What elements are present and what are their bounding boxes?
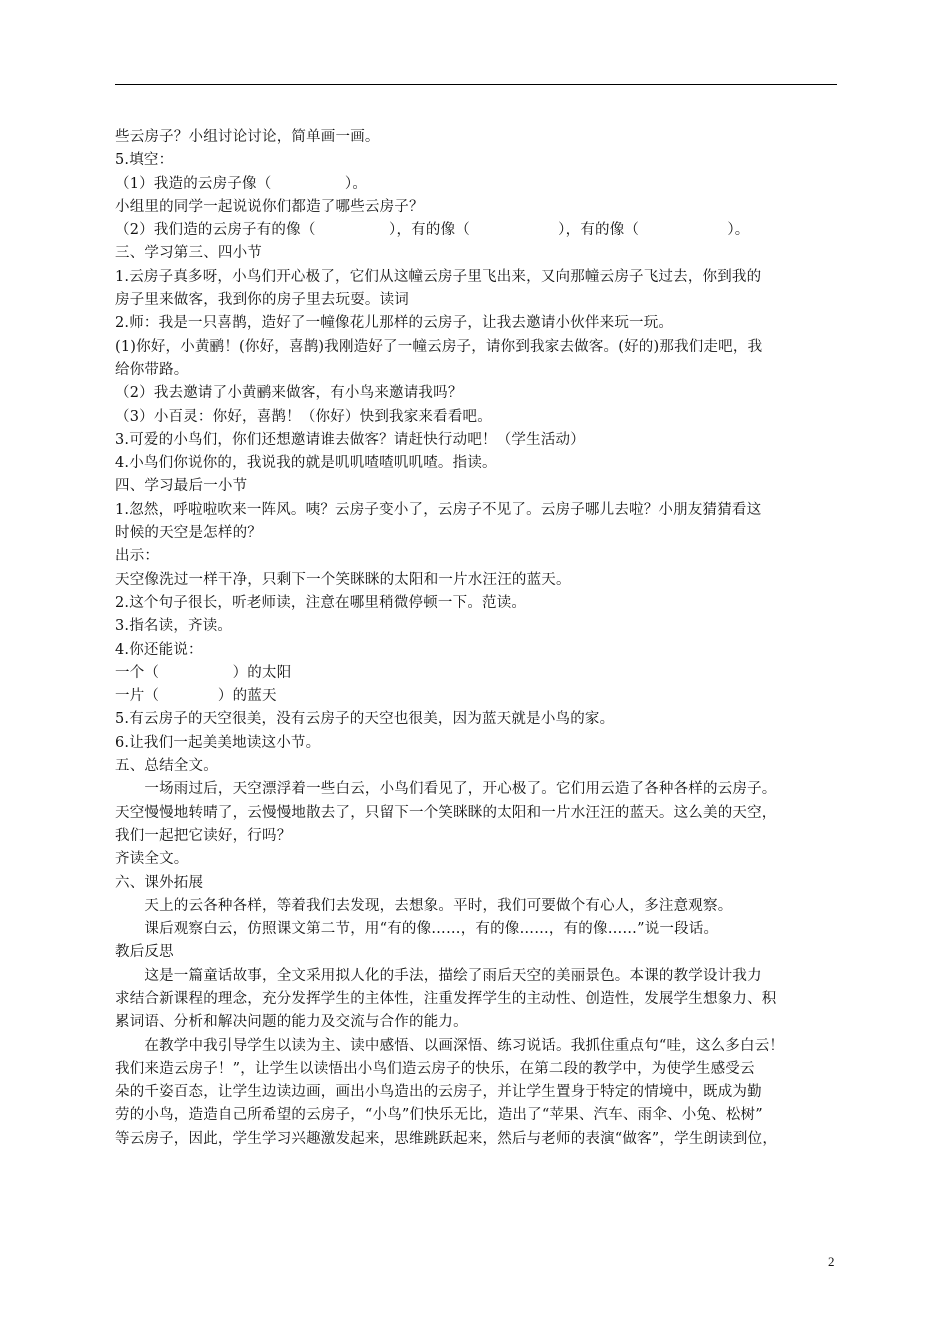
text-line: 4.小鸟们你说你的，我说我的就是叽叽喳喳叽叽喳。指读。	[115, 455, 497, 472]
text-line: 1.忽然，呼啦啦吹来一阵风。咦？云房子变小了，云房子不见了。云房子哪儿去啦？小朋友猜猜看这	[115, 501, 762, 518]
text-line: 累词语、分析和解决问题的能力及交流与合作的能力。	[115, 1014, 468, 1031]
text-line: 一场雨过后，天空漂浮着一些白云，小鸟们看见了，开心极了。它们用云造了各种各样的云房子。	[115, 781, 777, 798]
text-line: 四、学习最后一小节	[115, 478, 248, 495]
text-line: 5.填空：	[115, 152, 174, 169]
text-line: （2）我们造的云房子有的像（ ），有的像（ ），有的像（ ）。	[115, 222, 750, 239]
text-line: 我们一起把它读好，行吗？	[115, 827, 292, 844]
text-line: 5.有云房子的天空很美，没有云房子的天空也很美，因为蓝天就是小鸟的家。	[115, 711, 615, 728]
text-line: 2.师：我是一只喜鹊，造好了一幢像花儿那样的云房子，让我去邀请小伙伴来玩一玩。	[115, 315, 674, 332]
text-line: 1.云房子真多呀，小鸟们开心极了，它们从这幢云房子里飞出来，又向那幢云房子飞过去，你到我的	[115, 268, 762, 285]
text-line: 天空慢慢地转晴了，云慢慢地散去了，只留下一个笑眯眯的太阳和一片水汪汪的蓝天。这么美的天空，	[115, 804, 777, 821]
text-line: 3.指名读，齐读。	[115, 618, 233, 635]
header-rule	[115, 84, 837, 85]
text-line: 求结合新课程的理念，充分发挥学生的主体性，注重发挥学生的主动性、创造性，发展学生想象力、积	[115, 990, 777, 1007]
text-line: 课后观察白云，仿照课文第二节，用“有的像……，有的像……，有的像……”说一段话。	[115, 921, 719, 938]
text-line: 些云房子？小组讨论讨论，简单画一画。	[115, 129, 380, 145]
page-number: 2	[828, 1254, 835, 1269]
text-line: 六、课外拓展	[115, 874, 204, 891]
text-line: 这是一篇童话故事，全文采用拟人化的手法，描绘了雨后天空的美丽景色。本课的教学设计我力	[115, 967, 762, 984]
text-line: 6.让我们一起美美地读这小节。	[115, 734, 321, 751]
text-line: 一片（ ）的蓝天	[115, 688, 277, 705]
text-line: 天上的云各种各样，等着我们去发现，去想象。平时，我们可要做个有心人，多注意观察。	[115, 897, 733, 914]
text-line: 三、学习第三、四小节	[115, 245, 262, 262]
text-line: （1）我造的云房子像（ ）。	[115, 175, 368, 192]
text-line: 2.这个句子很长，听老师读，注意在哪里稍微停顿一下。范读。	[115, 594, 527, 611]
text-line: 等云房子，因此，学生学习兴趣激发起来，思维跳跃起来，然后与老师的表演“做客”，学生朗读到位，	[115, 1130, 778, 1147]
text-line: 天空像洗过一样干净，只剩下一个笑眯眯的太阳和一片水汪汪的蓝天。	[115, 571, 571, 588]
text-line: 五、总结全文。	[115, 758, 218, 775]
text-line: 一个（ ）的太阳	[115, 664, 292, 681]
text-line: 4.你还能说：	[115, 641, 203, 658]
text-line: 齐读全文。	[115, 851, 189, 868]
text-line: （3）小百灵：你好，喜鹊！（你好）快到我家来看看吧。	[115, 408, 492, 425]
text-line: (1)你好，小黄鹂！(你好，喜鹊)我刚造好了一幢云房子，请你到我家去做客。(好的)那我们走吧，我	[115, 338, 763, 355]
text-line: 在教学中我引导学生以读为主、读中感悟、以画深悟、练习说话。我抓住重点句“哇，这么多白云！	[115, 1037, 785, 1054]
text-line: 小组里的同学一起说说你们都造了哪些云房子？	[115, 198, 424, 215]
text-line: 朵的千姿百态，让学生边读边画，画出小鸟造出的云房子，并让学生置身于特定的情境中，既成为勤	[115, 1084, 762, 1101]
text-line: 房子里来做客，我到你的房子里去玩耍。读词	[115, 292, 409, 309]
text-line: 劳的小鸟，造造自己所希望的云房子，“小鸟”们快乐无比，造出了“苹果、汽车、雨伞、小兔、松树”	[115, 1107, 763, 1124]
text-line: 出示：	[115, 548, 160, 565]
text-line: 教后反思	[115, 944, 174, 961]
text-line: 3.可爱的小鸟们，你们还想邀请谁去做客？请赶快行动吧！（学生活动）	[115, 431, 585, 448]
text-line: 给你带路。	[115, 361, 189, 378]
text-line: 时候的天空是怎样的？	[115, 525, 262, 542]
text-line: （2）我去邀请了小黄鹂来做客，有小鸟来邀请我吗？	[115, 385, 463, 402]
text-line: 我们来造云房子！”，让学生以读悟出小鸟们造云房子的快乐，在第二段的教学中，为使学生感受云	[115, 1060, 755, 1077]
document-body	[115, 126, 840, 1151]
